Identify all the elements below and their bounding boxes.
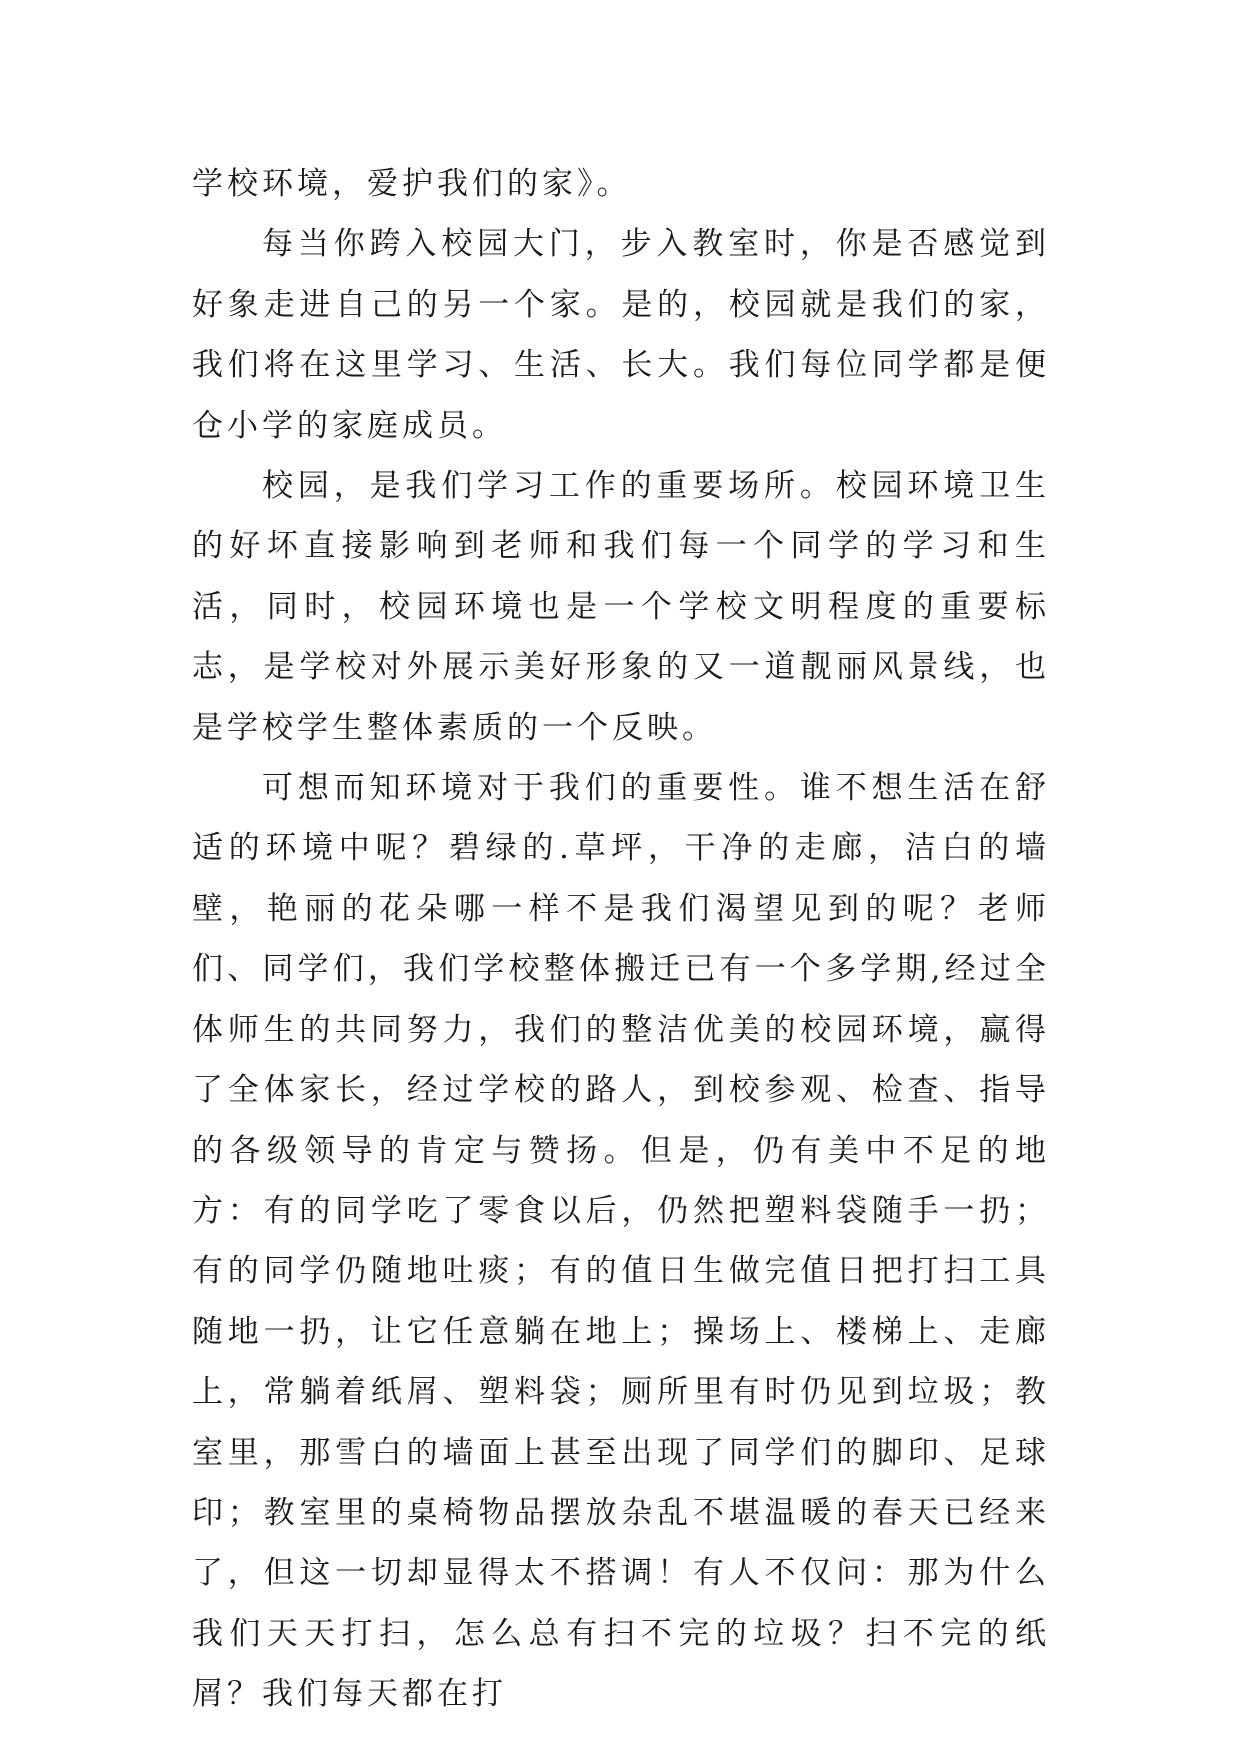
paragraph-3: 校园，是我们学习工作的重要场所。校园环境卫生的好坏直接影响到老师和我们每一个同学的学习和生活，同时，校园环境也是一个学校文明程度的重要标志，是学校对外展示美好形象的又一道靓丽风景线，也是学校学生整体素质的一个反映。 [192,468,1050,746]
body-text [192,154,1050,1725]
paragraph-4: 可想而知环境对于我们的重要性。谁不想生活在舒适的环境中呢？碧绿的.草坪，干净的走廊，洁白的墙壁，艳丽的花朵哪一样不是我们渴望见到的呢？老师们、同学们，我们学校整体搬迁已有一个多学期,经过全体师生的共同努力，我们的整洁优美的校园环境，赢得了全体家长，经过学校的路人，到校参观、检查、指导的各级领导的肯定与赞扬。但是，仍有美中不足的地方：有的同学吃了零食以后，仍然把塑料袋随手一扔；有的同学仍随地吐痰；有的值日生做完值日把打扫工具随地一扔，让它任意躺在地上；操场上、楼梯上、走廊上，常躺着纸屑、塑料袋；厕所里有时仍见到垃圾；教室里，那雪白的墙面上甚至出现了同学们的脚印、足球印；教室里的桌椅物品摆放杂乱不堪温暖的春天已经来了，但这一切却显得太不搭调！有人不仅问：那为什么我们天天打扫，怎么总有扫不完的垃圾？扫不完的纸屑？我们每天都在打 [192,770,1050,1713]
paragraph-2: 每当你跨入校园大门，步入教室时，你是否感觉到好象走进自己的另一个家。是的，校园就是我们的家，我们将在这里学习、生活、长大。我们每位同学都是便仓小学的家庭成员。 [192,226,1050,444]
paragraph-1: 学校环境，爱护我们的家》。 [192,166,632,202]
